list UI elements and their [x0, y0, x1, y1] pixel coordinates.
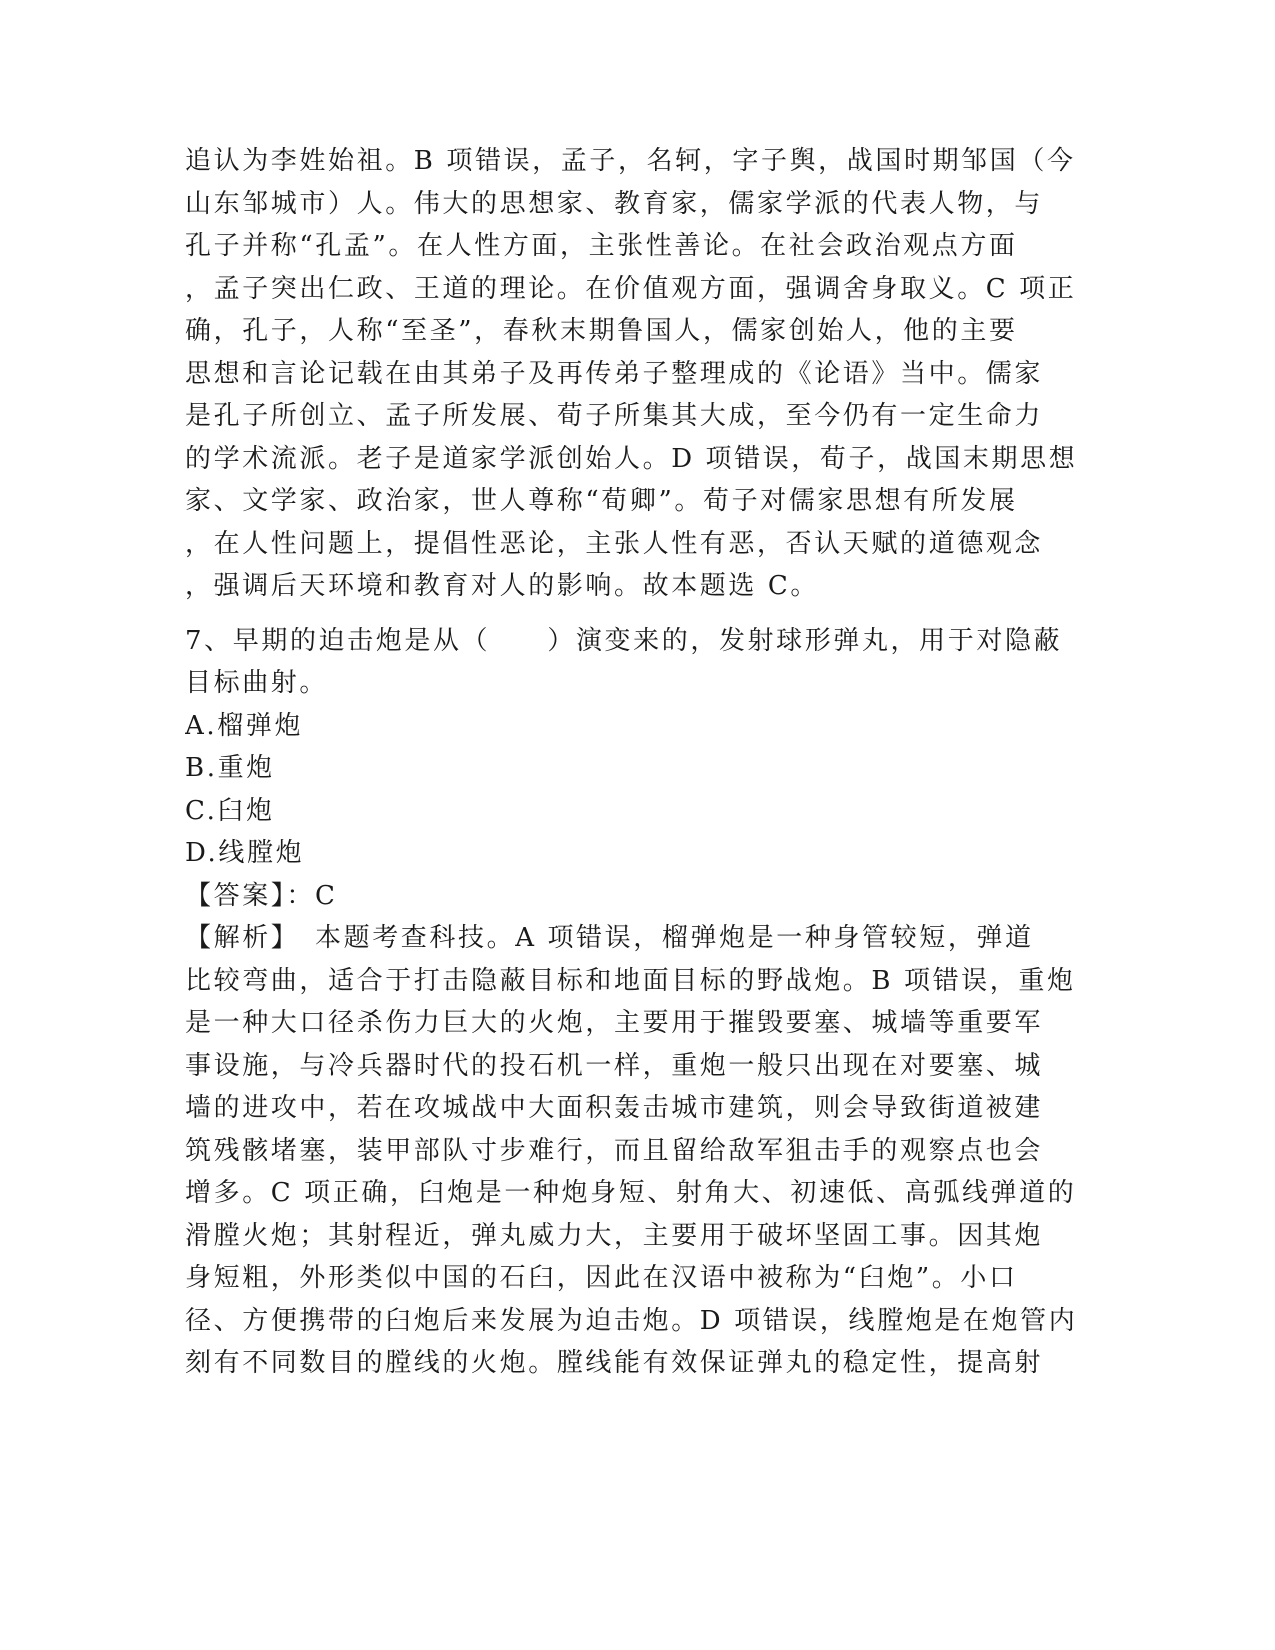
option-c: C.臼炮 [185, 795, 275, 826]
answer-block [185, 875, 1085, 918]
analysis-block [185, 917, 1085, 1385]
paragraph-gap [185, 608, 1085, 620]
explanation-line: ，孟子突出仁政、王道的理论。在价值观方面，强调舍身取义。C 项正 [185, 273, 1077, 304]
explanation-line: 追认为李姓始祖。B 项错误，孟子，名轲，字子舆，战国时期邹国（今 [185, 146, 1076, 176]
question-line: 目标曲射。 [185, 668, 329, 698]
explanation-line: ，在人性问题上，提倡性恶论，主张人性有恶，否认天赋的道德观念 [185, 528, 1044, 559]
explanation-line: 确，孔子，人称“至圣”，春秋末期鲁国人，儒家创始人，他的主要 [185, 316, 1018, 346]
analysis-line: 筑残骸堵塞，装甲部队寸步难行，而且留给敌军狙击手的观察点也会 [185, 1135, 1044, 1166]
explanation-line: 是孔子所创立、孟子所发展、荀子所集其大成，至今仍有一定生命力 [185, 401, 1044, 431]
explanation-line: 思想和言论记载在由其弟子及再传弟子整理成的《论语》当中。儒家 [185, 358, 1044, 389]
previous-explanation [185, 140, 1085, 608]
analysis-line: 滑膛火炮；其射程近，弹丸威力大，主要用于破坏坚固工事。因其炮 [185, 1220, 1044, 1251]
explanation-line: 的学术流派。老子是道家学派创始人。D 项错误，荀子，战国末期思想 [185, 443, 1078, 474]
explanation-line: 家、文学家、政治家，世人尊称“荀卿”。荀子对儒家思想有所发展 [185, 486, 1018, 516]
explanation-line: ，强调后天环境和教育对人的影响。故本题选 C。 [185, 571, 819, 601]
analysis-line: 墙的进攻中，若在攻城战中大面积轰击城市建筑，则会导致街道被建 [185, 1093, 1044, 1123]
explanation-line: 山东邹城市）人。伟大的思想家、教育家，儒家学派的代表人物，与 [185, 188, 1044, 219]
answer-line: 【答案】：C [185, 880, 338, 911]
analysis-line: 是一种大口径杀伤力巨大的火炮，主要用于摧毁要塞、城墙等重要军 [185, 1008, 1044, 1038]
question-options [185, 705, 1085, 875]
analysis-line: 身短粗，外形类似中国的石臼，因此在汉语中被称为“臼炮”。小口 [185, 1263, 1018, 1293]
question-7 [185, 620, 1085, 705]
analysis-line: 径、方便携带的臼炮后来发展为迫击炮。D 项错误，线膛炮是在炮管内 [185, 1305, 1078, 1336]
document-page [185, 140, 1085, 1385]
analysis-line: 比较弯曲，适合于打击隐蔽目标和地面目标的野战炮。B 项错误，重炮 [185, 965, 1076, 996]
explanation-line: 孔子并称“孔孟”。在人性方面，主张性善论。在社会政治观点方面 [185, 231, 1018, 261]
analysis-line: 增多。C 项正确，臼炮是一种炮身短、射角大、初速低、高弧线弹道的 [185, 1178, 1077, 1208]
option-d: D.线膛炮 [185, 838, 305, 868]
analysis-line: 刻有不同数目的膛线的火炮。膛线能有效保证弹丸的稳定性，提高射 [185, 1348, 1044, 1378]
analysis-line: 事设施，与冷兵器时代的投石机一样，重炮一般只出现在对要塞、城 [185, 1050, 1044, 1081]
option-b: B.重炮 [185, 753, 275, 783]
analysis-line: 【解析】 本题考查科技。A 项错误，榴弹炮是一种身管较短，弹道 [185, 923, 1034, 953]
option-a: A.榴弹炮 [185, 710, 304, 741]
question-line: 7、早期的迫击炮是从（ ）演变来的，发射球形弹丸，用于对隐蔽 [185, 625, 1063, 656]
